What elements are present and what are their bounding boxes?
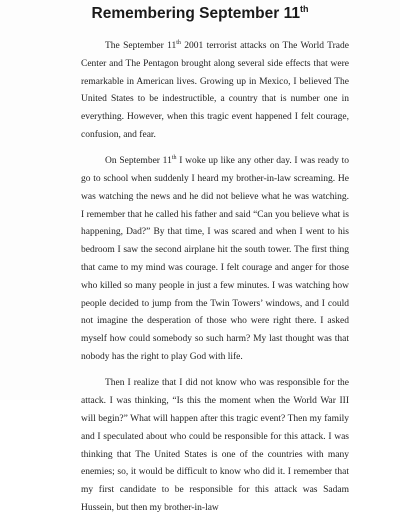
paragraph-text: 2001 terrorist attacks on The World Trade Center and The Pentagon brought along several side effects that were remarkable in American lives. Growing up in Mexico, I believed The United States to be indestructible, a country that is number one in everything. However, when this tragic event happened I felt courage, confusion, and fear. — [81, 41, 349, 140]
body-paragraph — [81, 153, 349, 367]
title-superscript: th — [299, 4, 309, 14]
document-body — [81, 38, 349, 526]
ordinal-superscript: th — [171, 155, 177, 162]
document-title — [0, 4, 400, 24]
body-paragraph — [81, 38, 349, 145]
paragraph-text: On September 11 — [105, 156, 172, 167]
title-text: Remembering September 11 — [91, 5, 300, 22]
paragraph-text: Then I realize that I did not know who was responsible for the attack. I was thinking, “Is this the moment when the World War III will begin?” What will happen after this tragic event? Then my family and I speculated about who could be responsible for this attack. I was thinking that The United States is one of the countries with many enemies; so, it would be difficult to know who did it. I remember that my first candidate to be responsible for this attack was Sadam Hussein, but then my brother-in-law — [81, 378, 349, 513]
paragraph-text: I woke up like any other day. I was ready to go to school when suddenly I heard my brother-in-law screaming. He was watching the news and he did not believe what he was watching. I remember that he called his father and said “Can you believe what is happening, Dad?” By that time, I was scared and when I went to his bedroom I saw the second airplane hit the south tower. The first thing that came to my mind was courage. I felt courage and anger for those who killed so many people in just a few minutes. I was watching how people decided to jump from the Twin Towers’ windows, and I could not imagine the desperation of those who were right there. I asked myself how could somebody so such harm? My last thought was that nobody has the right to play God with life. — [81, 156, 350, 363]
paragraph-text: The September 11 — [105, 41, 177, 51]
ordinal-superscript: th — [176, 40, 181, 46]
body-paragraph — [81, 375, 349, 517]
